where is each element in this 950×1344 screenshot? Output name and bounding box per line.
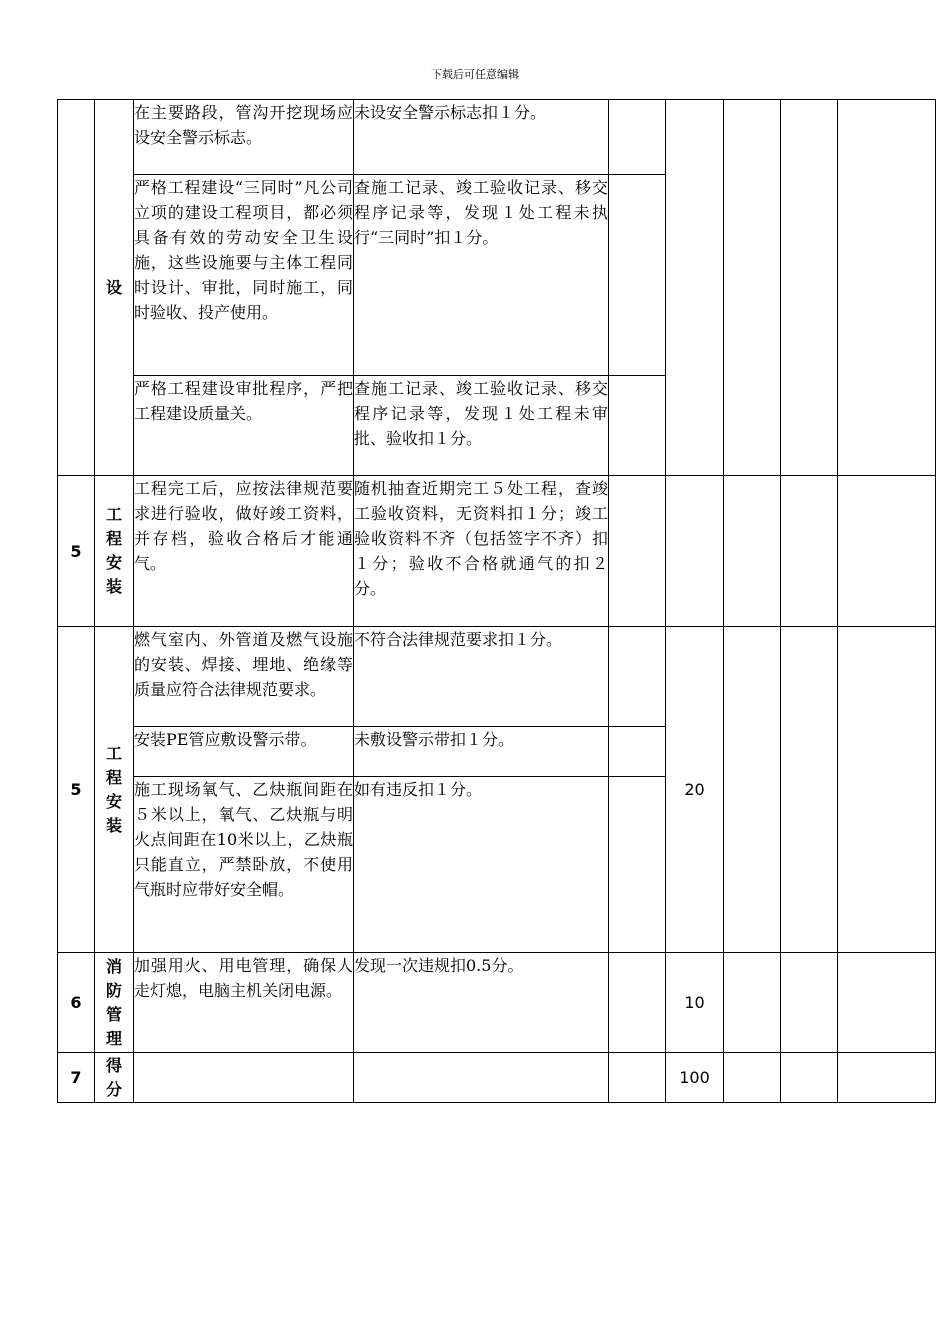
criteria-cell: 未设安全警示标志扣１分。: [354, 100, 609, 175]
item-number-cell: [58, 100, 95, 476]
blank-cell: [781, 100, 838, 476]
blank-cell: [609, 953, 666, 1053]
blank-cell: [609, 175, 666, 376]
category-cell: [95, 953, 134, 1053]
blank-cell: [609, 476, 666, 627]
blank-cell: [838, 1053, 936, 1103]
blank-cell: [609, 627, 666, 727]
total-score-cell: 100: [666, 1053, 724, 1103]
score-cell: [666, 476, 724, 627]
table-row: [58, 476, 936, 627]
blank-cell: [609, 777, 666, 953]
blank-cell: [354, 1053, 609, 1103]
criteria-cell: 查施工记录、竣工验收记录、移交程序记录等，发现１处工程未执行“三同时”扣１分。: [354, 175, 609, 376]
blank-cell: [609, 100, 666, 175]
category-label: 得分: [105, 1055, 122, 1099]
item-number-cell: 5: [58, 627, 95, 953]
category-label: 工程安装: [105, 505, 122, 596]
criteria-cell: 随机抽查近期完工５处工程，查竣工验收资料，无资料扣１分；竣工验收资料不齐（包括签字不齐）扣１分；验收不合格就通气的扣２分。: [354, 476, 609, 627]
criteria-cell: 不符合法律规范要求扣１分。: [354, 627, 609, 727]
criteria-cell: 未敷设警示带扣１分。: [354, 727, 609, 777]
requirement-cell: 在主要路段，管沟开挖现场应设安全警示标志。: [134, 100, 354, 175]
category-cell: [95, 100, 134, 476]
table-row: [58, 953, 936, 1053]
category-cell: [95, 627, 134, 953]
item-number-cell: 6: [58, 953, 95, 1053]
requirement-cell: 安装PE管应敷设警示带。: [134, 727, 354, 777]
blank-cell: [781, 476, 838, 627]
requirement-cell: 严格工程建设“三同时”凡公司立项的建设工程项目，都必须具备有效的劳动安全卫生设施，这些设施要与主体工程同时设计、审批，同时施工，同时验收、投产使用。: [134, 175, 354, 376]
requirement-cell: 燃气室内、外管道及燃气设施的安装、焊接、埋地、绝缘等质量应符合法律规范要求。: [134, 627, 354, 727]
table-row: [58, 627, 936, 727]
criteria-cell: 如有违反扣１分。: [354, 777, 609, 953]
requirement-cell: 严格工程建设审批程序，严把工程建设质量关。: [134, 376, 354, 476]
blank-cell: [781, 953, 838, 1053]
category-cell: [95, 1053, 134, 1103]
blank-cell: [838, 953, 936, 1053]
page-header: 下载后可任意编辑: [431, 68, 519, 81]
criteria-cell: 发现一次违规扣0.5分。: [354, 953, 609, 1053]
item-number-cell: 7: [58, 1053, 95, 1103]
score-cell: [666, 100, 724, 476]
blank-cell: [838, 100, 936, 476]
blank-cell: [609, 1053, 666, 1103]
blank-cell: [781, 627, 838, 953]
blank-cell: [838, 627, 936, 953]
blank-cell: [609, 376, 666, 476]
requirement-cell: 工程完工后，应按法律规范要求进行验收，做好竣工资料，并存档，验收合格后才能通气。: [134, 476, 354, 627]
score-cell: 10: [666, 953, 724, 1053]
blank-cell: [134, 1053, 354, 1103]
category-label: 消防管理: [105, 956, 122, 1048]
criteria-cell: 查施工记录、竣工验收记录、移交程序记录等，发现１处工程未审批、验收扣１分。: [354, 376, 609, 476]
item-number-cell: 5: [58, 476, 95, 627]
category-label: 工程安装: [105, 743, 122, 835]
requirement-cell: 加强用火、用电管理，确保人走灯熄，电脑主机关闭电源。: [134, 953, 354, 1053]
blank-cell: [724, 627, 781, 953]
score-cell: 20: [666, 627, 724, 953]
blank-cell: [724, 1053, 781, 1103]
blank-cell: [838, 476, 936, 627]
blank-cell: [724, 953, 781, 1053]
table-row: [58, 1053, 936, 1103]
category-label: 设: [105, 278, 122, 297]
blank-cell: [724, 100, 781, 476]
blank-cell: [724, 476, 781, 627]
table-row: [58, 100, 936, 175]
blank-cell: [609, 727, 666, 777]
assessment-table: [57, 99, 936, 1103]
blank-cell: [781, 1053, 838, 1103]
category-cell: [95, 476, 134, 627]
requirement-cell: 施工现场氧气、乙炔瓶间距在５米以上，氧气、乙炔瓶与明火点间距在10米以上，乙炔瓶只能直立，严禁卧放，不使用气瓶时应带好安全帽。: [134, 777, 354, 953]
